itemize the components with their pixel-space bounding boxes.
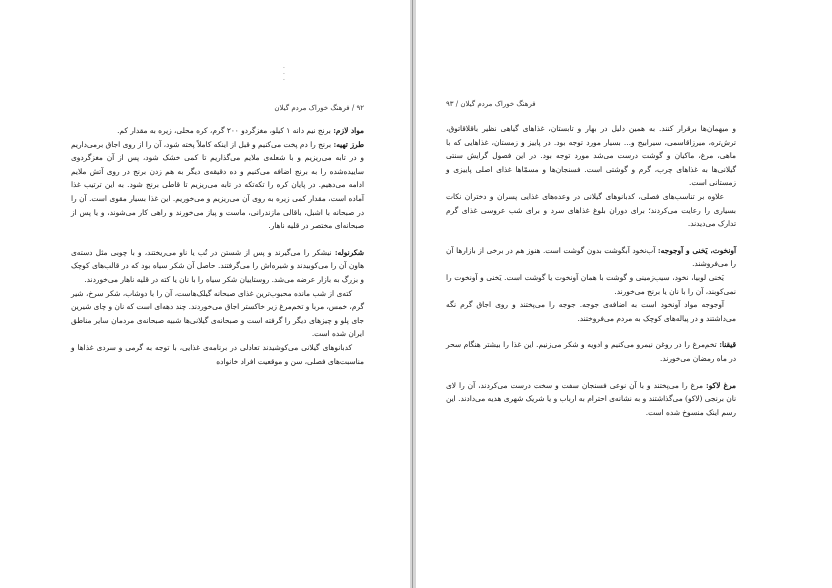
- paragraph-text: مرغ را می‌پختند و با آن نوعی فسنجان سفت و سخت درست می‌کردند، آن را لای نان برنجی (لاکو) می‌گذاشتند و به نشانه‌ی احترام به ارباب و یا شریک شهری هدیه می‌دادند. این رسم اینک منسوخ شده است.: [446, 380, 736, 417]
- paragraph-term: آونخوت، یَخنی و آوجوجه:: [657, 245, 737, 255]
- paragraph-text: آب‌نخود آبگوشت بدون گوشت است. هنوز هم در برخی از بازارها آن را می‌فروشند.: [446, 245, 736, 269]
- right-page-header: فرهنگ خوراک مردم گیلان / ۹۳: [446, 100, 536, 108]
- decorative-dots: · · ·: [283, 65, 285, 84]
- left-paragraph-4: [71, 287, 364, 341]
- paragraph-text: کدبانوهای گیلانی می‌کوشیدند تعادلی در برنامه‌ی غذایی، با توجه به گرمی و سردی غذاها و مناسبت‌های فصلی، سن و موقعیت افراد خانواده: [71, 342, 364, 366]
- right-paragraph-3: [446, 244, 736, 271]
- paragraph-term: مرغ لاکو:: [706, 380, 736, 390]
- paragraph-text: برنج را دم پخت می‌کنیم و قبل از اینکه کاملاً پخته شود، آن را از روی اجاق برمی‌داریم و در تابه می‌ریزیم و با شعله‌ی ملایم می‌گذاریم تا کمی خشک شود، پس از آن مغزگردوی ساییده‌شده را به برنج اضافه می‌کنیم و ده دقیقه‌ی دیگر به هم زدن برنج در روی آتش ملایم ادامه می‌دهیم. در پایان کره را تکه‌تکه در تابه می‌ریزیم تا قاطی برنج شود. به این ترتیب غذا آماده است، مقدار کمی زیره به روی آن می‌ریزیم و می‌خوریم. این غذا بسیار مقوی است. آن را در صبحانه با اشبل، باقالی مازندرانی، ماست و پیاز می‌خورند و راهی کار می‌شوند، و یا پس از صبحانه‌ای مختصر در قلیه ناهار.: [71, 139, 364, 231]
- right-paragraph-6: [446, 338, 736, 365]
- right-paragraph-5: [446, 298, 736, 325]
- paragraph-term: شکرنوله:: [334, 247, 364, 257]
- paragraph-text: آوجوجه مواد آونخود است به اضافه‌ی جوجه. جوجه را می‌پختند و روی اجاق گرم نگه می‌داشتند و در پیاله‌های کوچک به مردم می‌فروختند.: [446, 300, 736, 323]
- left-paragraph-2: [71, 138, 364, 233]
- right-paragraph-1: [446, 122, 736, 190]
- left-page: [0, 0, 410, 588]
- paragraph-term: قیقنا:: [719, 340, 736, 350]
- gutter-divider: [412, 0, 413, 588]
- paragraph-text: نیشکر را می‌گیرند و پس از شستن در تُب یا ناو می‌ریختند، و با چوبی مثل دسته‌ی هاون آن را می‌کوبیدند و شیره‌اش را می‌گرفتند. حاصل آن شکر سیاه بود که در قالب‌های کوچک و بزرگ به بازار عرضه می‌شد. روستاییان شکر سیاه را با نان یا کته در قلیه ناهار می‌خوردند.: [71, 247, 364, 284]
- paragraph-term: مواد لازم:: [333, 126, 364, 135]
- paragraph-text: و میهمان‌ها برقرار کنند. به همین دلیل در بهار و تابستان، غذاهای گیاهی نظیر باقلاقاتوق، ترش‌تره، میرزاقاسمی، سیرابیج و... بسیار مورد توجه بود. در پاییز و زمستان، غذاهایی که با ماهی، مرغ، ماکیان و گوشت درست می‌شد مورد توجه بود. در این فصول گرایش سنتی گیلانی‌ها به غذاهای چرب، گرم و گوشتی است. فسنجان‌ها و مسمّاها غذای اصلی پاییزی و زمستانی است.: [446, 124, 736, 188]
- paragraph-text: برنج نیم دانه ۱ کیلو، مغزگردو ۲۰۰ گرم، کره محلی، زیره به مقدار کم.: [117, 126, 334, 135]
- paragraph-text: تخم‌مرغ را در روغن نیمرو می‌کنیم و ادویه و شکر می‌زنیم. این غذا را بیشتر هنگام سحر در ماه رمضان می‌خورند.: [446, 340, 736, 363]
- left-page-header: ۹۲ / فرهنگ خوراک مردم گیلان: [274, 104, 364, 112]
- paragraph-text: کته‌ی از شب مانده محبوب‌ترین غذای صبحانه گیلک‌هاست، آن را با دوشاب، شکر سرخ، شیر گرم، خمس، مربا و تخم‌مرغ زیر خاکستر اجاق می‌خوردند. چند دهه‌ای است که نان و چای شیرین جای پلو و چیزهای دیگر را گرفته است و صبحانه‌ی گیلانی‌ها شبیه صبحانه‌ی مردمان سایر مناطق ایران شده است.: [71, 288, 364, 339]
- left-paragraph-5: [71, 341, 364, 368]
- paragraph-text: علاوه بر تناسب‌های فصلی، کدبانوهای گیلانی در وعده‌های غذایی پسران و دختران نکات بسیاری را رعایت می‌کردند؛ برای دوران بلوغ غذاهای سرد و برای شب عروسی غذای گرم تدارک می‌دیدند.: [446, 191, 736, 229]
- right-paragraph-7: [446, 379, 736, 420]
- right-page: [416, 0, 832, 588]
- left-paragraph-3: [71, 246, 364, 287]
- paragraph-text: یَخنی لوبیا، نخود، سیب‌زمینی و گوشت با همان آونخوت یا گوشت است. یَخنی و آونخوت را نمی‌کوبند، آن را با نان یا برنج می‌خورند.: [446, 272, 736, 296]
- right-page-body: [446, 122, 736, 419]
- left-page-body: [71, 124, 364, 368]
- right-paragraph-2: [446, 190, 736, 231]
- left-paragraph-1: [71, 124, 364, 138]
- paragraph-term: طرز تهیه:: [333, 139, 364, 149]
- right-paragraph-4: [446, 271, 736, 298]
